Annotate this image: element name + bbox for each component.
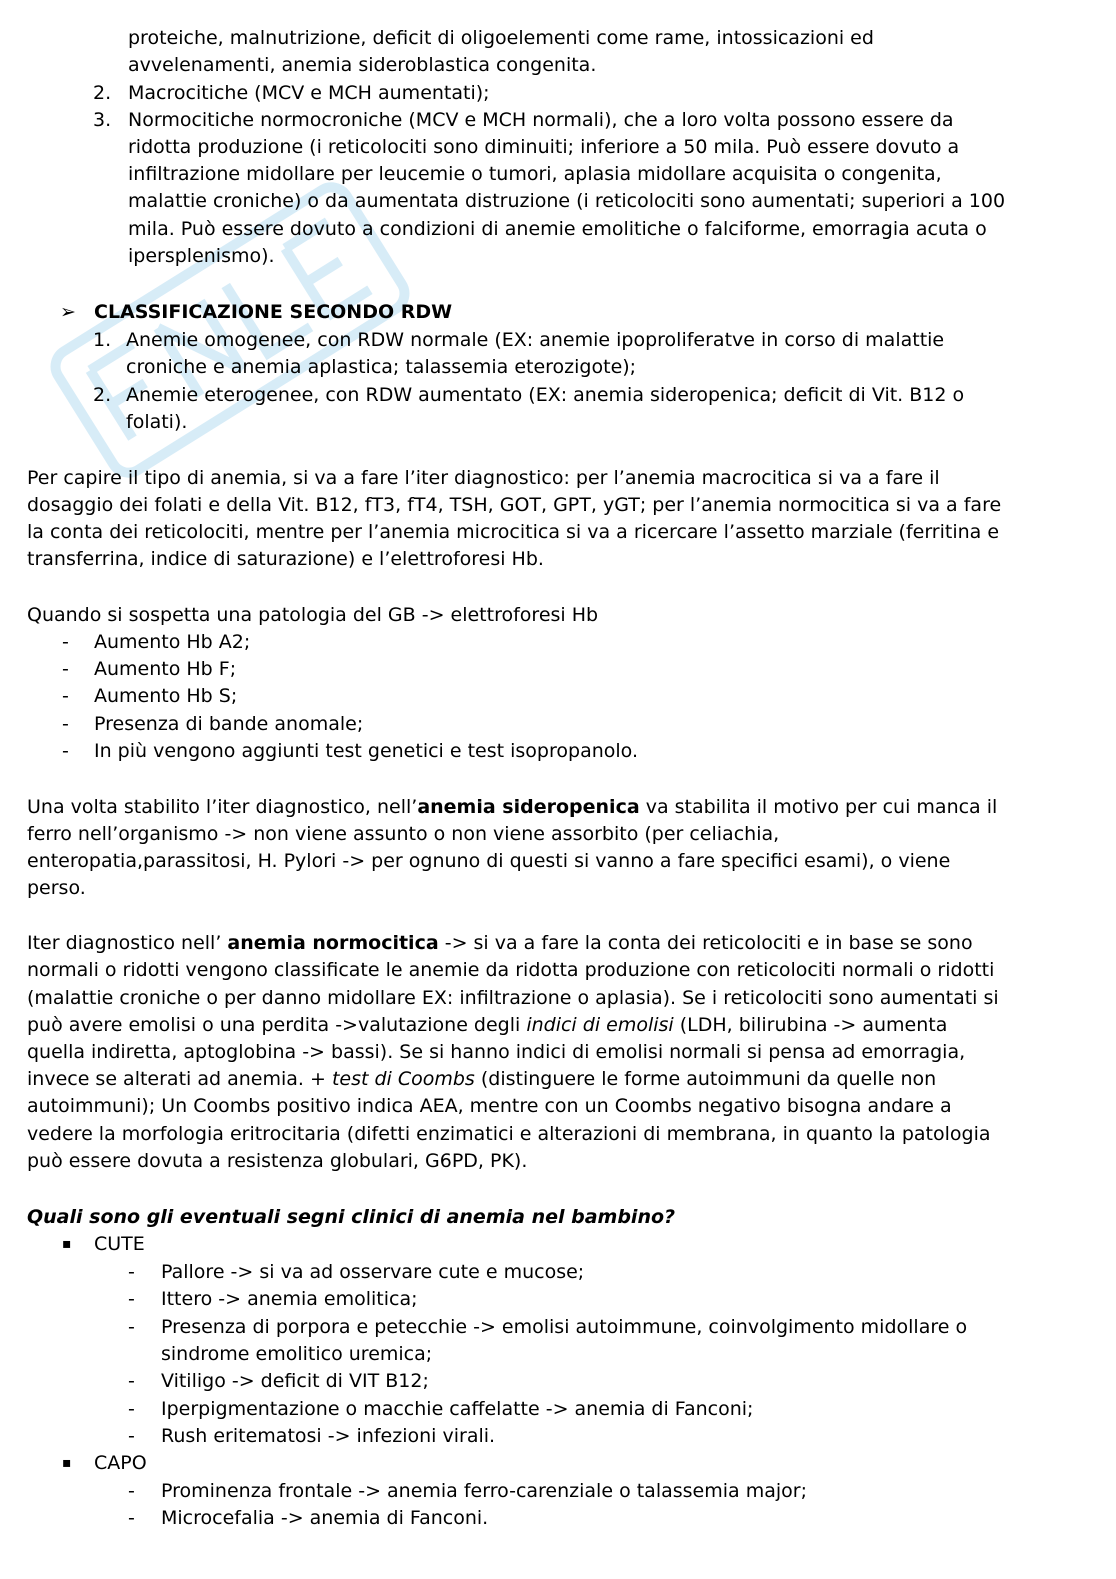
dash-bullet: - — [62, 740, 69, 762]
paragraph-normo-line: normali o ridotti vengono classificate le anemie da ridotta produzione con reticolociti normali o ridotti — [27, 959, 995, 981]
rdw-item-2-line: folati). — [126, 411, 188, 433]
list-item-3-line: infiltrazione midollare per leucemie o tumori, aplasia midollare acquisita o congenita, — [128, 163, 942, 185]
cute-item: Presenza di porpora e petecchie -> emolisi autoimmune, coinvolgimento midollare o — [161, 1316, 968, 1338]
rdw-item-1-line: Anemie omogenee, con RDW normale (EX: anemie ipoproliferatve in corso di malattie — [126, 329, 945, 351]
dash-bullet: - — [128, 1288, 135, 1310]
dash-bullet: - — [62, 713, 69, 735]
paragraph-iter-line: transferrina, indice di saturazione) e l’elettroforesi Hb. — [27, 548, 544, 570]
sidero-pre: Una volta stabilito l’iter diagnostico, nell’ — [27, 796, 418, 818]
paragraph-sidero-line: enteropatia,parassitosi, H. Pylori -> per ognuno di questi si vanno a fare specifici esami), o viene — [27, 850, 951, 872]
normo-pre: Iter diagnostico nell’ — [27, 932, 228, 954]
rdw-number-2: 2. — [93, 384, 112, 406]
normo-post: -> si va a fare la conta dei reticolociti e in base se sono — [438, 932, 973, 954]
term-anemia-normocitica: anemia normocitica — [227, 932, 439, 954]
rdw-item-2-line: Anemie eterogenee, con RDW aumentato (EX: anemia sideropenica; deficit di Vit. B12 o — [126, 384, 965, 406]
dash-bullet: - — [128, 1261, 135, 1283]
list-item-3-line: malattie croniche) o da aumentata distruzione (i reticolociti sono aumentati; superiori a 100 — [128, 190, 1006, 212]
gb-item: Aumento Hb F; — [94, 658, 237, 680]
cute-item: Iperpigmentazione o macchie caffelatte -> anemia di Fanconi; — [161, 1398, 754, 1420]
paragraph-iter-line: la conta dei reticolociti, mentre per l’anemia microcitica si va a ricercare l’assetto marziale (ferritina e — [27, 521, 1000, 543]
list-item-3-line: ipersplenismo). — [128, 245, 275, 267]
dash-bullet: - — [128, 1480, 135, 1502]
normo-l6-post: (distinguere le forme autoimmuni da quelle non — [474, 1068, 937, 1090]
arrow-bullet-icon: ➢ — [60, 301, 76, 323]
dash-bullet: - — [128, 1316, 135, 1338]
paragraph-normo-line: può essere dovuta a resistenza globulari, G6PD, PK). — [27, 1150, 528, 1172]
normo-l6-pre: invece se alterati ad anemia. + — [27, 1068, 332, 1090]
dash-bullet: - — [62, 631, 69, 653]
paragraph-iter-line: Per capire il tipo di anemia, si va a fare l’iter diagnostico: per l’anemia macrocitica si va a fare il — [27, 467, 940, 489]
cute-item: sindrome emolitico uremica; — [161, 1343, 433, 1365]
paragraph-normo-line: autoimmuni); Un Coombs positivo indica AEA, mentre con un Coombs negativo bisogna andare a — [27, 1095, 952, 1117]
paragraph-iter-line: dosaggio dei folati e della Vit. B12, fT3, fT4, TSH, GOT, GPT, yGT; per l’anemia normocitica si va a fare — [27, 494, 1002, 516]
normo-l4-post: (LDH, bilirubina -> aumenta — [673, 1014, 948, 1036]
cute-item: Vitiligo -> deficit di VIT B12; — [161, 1370, 429, 1392]
paragraph-normo-line: (malattie croniche o per danno midollare EX: infiltrazione o aplasia). Se i reticolociti sono aumentati si — [27, 987, 999, 1009]
list-item-3-line: mila. Può essere dovuto a condizioni di anemie emolitiche o falciforme, emorragia acuta o — [128, 218, 987, 240]
cute-item: Ittero -> anemia emolitica; — [161, 1288, 418, 1310]
normo-l4-pre: può avere emolisi o una perdita ->valutazione degli — [27, 1014, 527, 1036]
dash-bullet: - — [62, 685, 69, 707]
gb-item: In più vengono aggiunti test genetici e test isopropanolo. — [94, 740, 638, 762]
cute-item: Pallore -> si va ad osservare cute e mucose; — [161, 1261, 585, 1283]
term-indici-emolisi: indici di emolisi — [526, 1014, 674, 1036]
rdw-heading: CLASSIFICAZIONE SECONDO RDW — [94, 301, 453, 323]
gb-item: Aumento Hb A2; — [94, 631, 251, 653]
question-heading: Quali sono gli eventuali segni clinici di anemia nel bambino? — [27, 1206, 676, 1228]
list-item-2: Macrocitiche (MCV e MCH aumentati); — [128, 82, 490, 104]
paragraph-normo-line — [27, 1066, 936, 1093]
paragraph-sidero-line: ferro nell’organismo -> non viene assunto o non viene assorbito (per celiachia, — [27, 823, 780, 845]
capo-item: Prominenza frontale -> anemia ferro-carenziale o talassemia major; — [161, 1480, 807, 1502]
dash-bullet: - — [128, 1370, 135, 1392]
square-bullet-icon: ▪ — [62, 1236, 72, 1252]
list-item-1-cont-line-2: avvelenamenti, anemia sideroblastica congenita. — [128, 54, 597, 76]
list-number-2: 2. — [93, 82, 112, 104]
paragraph-normo-line — [27, 1012, 947, 1039]
list-item-1-cont-line-1: proteiche, malnutrizione, deficit di oligoelementi come rame, intossicazioni ed — [128, 27, 874, 49]
paragraph-normo-line — [27, 930, 973, 957]
gb-item: Aumento Hb S; — [94, 685, 238, 707]
category-cute: CUTE — [94, 1233, 145, 1255]
square-bullet-icon: ▪ — [62, 1455, 72, 1471]
term-test-coombs: test di Coombs — [331, 1068, 475, 1090]
dash-bullet: - — [128, 1425, 135, 1447]
paragraph-sidero-line — [27, 794, 997, 821]
dash-bullet: - — [62, 658, 69, 680]
rdw-number-1: 1. — [93, 329, 112, 351]
gb-intro: Quando si sospetta una patologia del GB -> elettroforesi Hb — [27, 604, 599, 626]
paragraph-normo-line: quella indiretta, aptoglobina -> bassi). Se si hanno indici di emolisi normali si pensa ad emorragia, — [27, 1041, 966, 1063]
rdw-item-1-line: croniche e anemia aplastica; talassemia eterozigote); — [126, 356, 637, 378]
list-number-3: 3. — [93, 109, 112, 131]
capo-item: Microcefalia -> anemia di Fanconi. — [161, 1507, 489, 1529]
gb-item: Presenza di bande anomale; — [94, 713, 364, 735]
paragraph-sidero-line: perso. — [27, 877, 86, 899]
cute-item: Rush eritematosi -> infezioni virali. — [161, 1425, 496, 1447]
list-item-3-line: ridotta produzione (i reticolociti sono diminuiti; inferiore a 50 mila. Può essere dovuto a — [128, 136, 960, 158]
sidero-post: va stabilita il motivo per cui manca il — [639, 796, 998, 818]
dash-bullet: - — [128, 1507, 135, 1529]
term-anemia-sideropenica: anemia sideropenica — [417, 796, 640, 818]
paragraph-normo-line: vedere la morfologia eritrocitaria (difetti enzimatici e alterazioni di membrana, in quanto la patologia — [27, 1123, 991, 1145]
list-item-3-line: Normocitiche normocroniche (MCV e MCH normali), che a loro volta possono essere da — [128, 109, 954, 131]
dash-bullet: - — [128, 1398, 135, 1420]
category-capo: CAPO — [94, 1452, 147, 1474]
